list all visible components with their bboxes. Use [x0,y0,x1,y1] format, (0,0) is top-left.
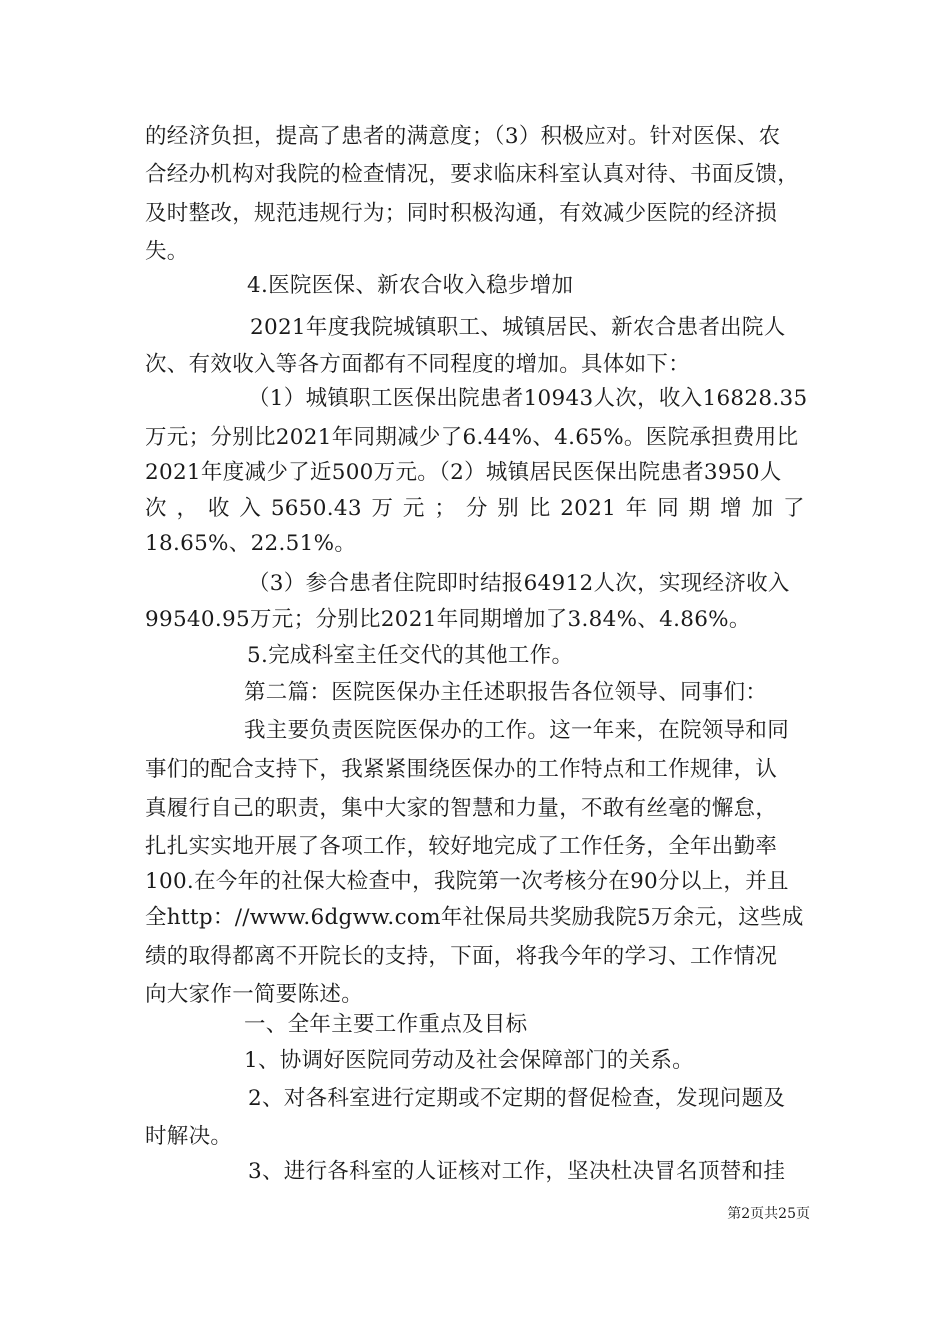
text-line: 全http：//www.6dgww.com年社保局共奖励我院5万余元，这些成 [145,905,804,930]
section-heading: 一、全年主要工作重点及目标 [244,1012,528,1037]
list-item: 3、进行各科室的人证核对工作，坚决杜决冒名顶替和挂 [248,1159,786,1184]
text-token: 比 [528,496,551,521]
text-line: 次、有效收入等各方面都有不同程度的增加。具体如下： [145,352,691,377]
article-title: 第二篇：医院医保办主任述职报告各位领导、同事们： [244,680,768,705]
text-token: 了 [783,496,805,521]
text-line: 万元；分别比2021年同期减少了6.44%、4.65%。医院承担费用比 [145,425,799,450]
text-token: 5650.43 [270,496,362,521]
text-line: 我主要负责医院医保办的工作。这一年来，在院领导和同 [244,718,790,743]
text-line: 及时整改，规范违规行为；同时积极沟通，有效减少医院的经济损 [145,201,778,226]
page-number: 第2页共25页 [727,1206,810,1222]
text-token: 2021 [560,496,617,521]
text-line: 100.在今年的社保大检查中，我院第一次考核分在90分以上，并且 [145,869,789,894]
text-token: 元 [402,496,425,521]
text-token: 收 [207,496,230,521]
text-token: 分 [465,496,488,521]
text-line: 18.65%、22.51%。 [145,531,357,556]
text-line: 时解决。 [145,1124,233,1149]
spaced-text-line [145,494,805,524]
text-token: 加 [751,496,774,521]
text-token: 入 [239,496,262,521]
section-heading: 4.医院医保、新农合收入稳步增加 [247,273,574,298]
text-line: 绩的取得都离不开院长的支持，下面，将我今年的学习、工作情况 [145,944,778,969]
text-token: 期 [688,496,711,521]
text-token: ， [176,496,199,521]
text-line: 2021年度我院城镇职工、城镇居民、新农合患者出院人 [250,315,786,340]
text-token: 次 [145,496,167,521]
text-token: 别 [497,496,520,521]
text-line: 真履行自己的职责，集中大家的智慧和力量，不敢有丝毫的懈怠， [145,796,778,821]
text-line: 事们的配合支持下，我紧紧围绕医保办的工作特点和工作规律，认 [145,757,778,782]
text-token: 万 [371,496,394,521]
text-token: 增 [720,496,742,521]
text-line: 5.完成科室主任交代的其他工作。 [247,643,574,668]
text-line: （3）参合患者住院即时结报64912人次，实现经济收入 [248,571,790,596]
list-item: 2、对各科室进行定期或不定期的督促检查，发现问题及 [248,1086,786,1111]
text-token: ； [434,496,457,521]
text-line: 2021年度减少了近500万元。（2）城镇居民医保出院患者3950人 [145,460,782,485]
text-line: 的经济负担，提高了患者的满意度；（3）积极应对。针对医保、农 [145,124,781,149]
list-item: 1、协调好医院同劳动及社会保障部门的关系。 [244,1048,694,1073]
text-line: 向大家作一简要陈述。 [145,982,364,1007]
text-token: 同 [657,496,680,521]
text-token: 年 [625,496,648,521]
text-line: 合经办机构对我院的检查情况，要求临床科室认真对待、书面反馈， [145,162,800,187]
text-line: 失。 [145,239,189,264]
text-line: 99540.95万元；分别比2021年同期增加了3.84%、4.86%。 [145,607,751,632]
text-line: 扎扎实实地开展了各项工作，较好地完成了工作任务，全年出勤率 [145,834,778,859]
text-line: （1）城镇职工医保出院患者10943人次，收入16828.35 [248,386,808,411]
